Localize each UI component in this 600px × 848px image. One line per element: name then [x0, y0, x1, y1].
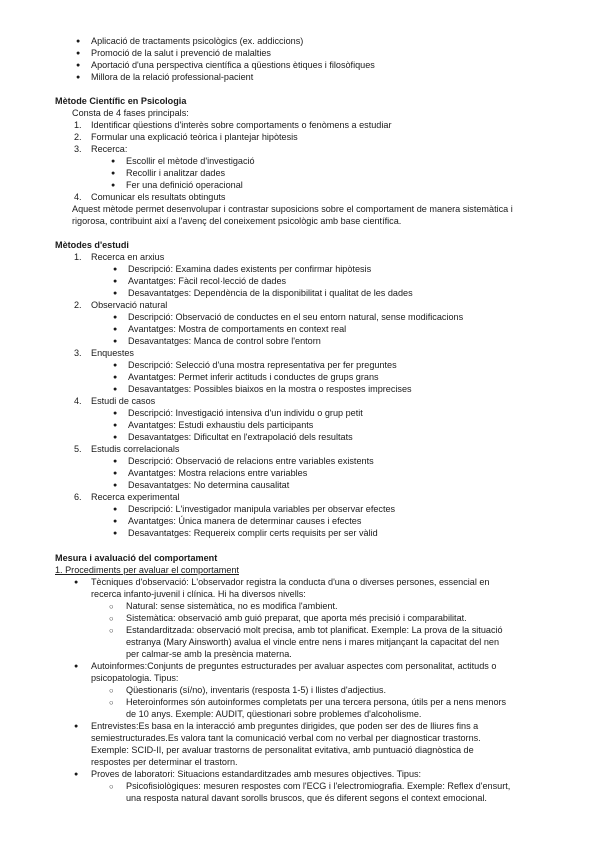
bullet-icon: ●: [113, 458, 118, 465]
metode-step: Recerca:: [91, 144, 128, 154]
method-description: Descripció: L'investigador manipula variables per observar efectes: [128, 504, 396, 514]
method-name: Estudi de casos: [91, 396, 156, 406]
method-disadvantages: Desavantatges: Manca de control sobre l'entorn: [128, 336, 321, 346]
bullet-icon: ●: [113, 506, 118, 513]
bullet-icon: ●: [113, 278, 118, 285]
method-advantages: Avantatges: Estudi exhaustiu dels participants: [128, 420, 314, 430]
bullet-icon: ●: [113, 338, 118, 345]
method-name: Estudis correlacionals: [91, 444, 180, 454]
method-description: Descripció: Examina dades existents per confirmar hipòtesis: [128, 264, 372, 274]
circle-bullet-icon: ○: [109, 614, 114, 623]
bullet-icon: ●: [74, 579, 79, 586]
method-disadvantages: Desavantatges: Dificultat en l'extrapolació dels resultats: [128, 432, 353, 442]
bullet-icon: ●: [113, 482, 118, 489]
metode-paragraph-line: Aquest mètode permet desenvolupar i contrastar suposicions sobre el comportament de manera sistemàtica i: [72, 204, 513, 214]
metode-substep: Escollir el mètode d'investigació: [126, 156, 255, 166]
proves-line: Proves de laboratori: Situacions estandarditzades amb mesures objectives. Tipus:: [91, 769, 422, 779]
autoinformes-line: psicopatologia. Tipus:: [91, 673, 179, 683]
bullet-icon: ●: [74, 771, 79, 778]
intro-bullet: Aportació d'una perspectiva científica a qüestions ètiques i filosòfiques: [91, 60, 375, 70]
step-number: 2.: [74, 132, 82, 142]
subsection-heading: 1. Procediments per avaluar el comportament: [55, 565, 239, 575]
entrevistes-line: Entrevistes:Es basa en la interacció amb preguntes dirigides, que poden ser des de lliures fins a: [91, 721, 479, 731]
bullet-icon: ●: [113, 326, 118, 333]
bullet-icon: ●: [113, 290, 118, 297]
circle-bullet-icon: ○: [109, 782, 114, 791]
method-number: 1.: [74, 252, 82, 262]
method-disadvantages: Desavantatges: Requereix complir certs requisits per ser vàlid: [128, 528, 378, 538]
bullet-icon: ●: [113, 530, 118, 537]
entrevistes-line: respostes per determinar el trastorn.: [91, 757, 238, 767]
bullet-icon: ●: [113, 470, 118, 477]
circle-bullet-icon: ○: [109, 602, 114, 611]
metode-substep: Recollir i analitzar dades: [126, 168, 226, 178]
entrevistes-line: Exemple: SCID-II, per avaluar trastorns de personalitat evitativa, amb puntuació diagnòstica de: [91, 745, 474, 755]
autoinformes-sub-line: de 10 anys. Exemple: AUDIT, qüestionari sobre problemes d'alcoholisme.: [126, 709, 422, 719]
autoinformes-line: Autoinformes:Conjunts de preguntes estructurades per avaluar aspectes com personalitat, actituds o: [91, 661, 497, 671]
bullet-icon: ●: [111, 170, 116, 177]
bullet-icon: ●: [113, 266, 118, 273]
intro-bullet: Millora de la relació professional-pacient: [91, 72, 254, 82]
tecniques-line: Tècniques d'observació: L'observador registra la conducta d'una o diverses persones, essencial en: [91, 577, 490, 587]
step-number: 3.: [74, 144, 82, 154]
step-number: 1.: [74, 120, 82, 130]
bullet-icon: ●: [76, 50, 81, 57]
method-description: Descripció: Observació de relacions entre variables existents: [128, 456, 374, 466]
bullet-icon: ●: [74, 663, 79, 670]
intro-bullet: Promoció de la salut i prevenció de malalties: [91, 48, 271, 58]
method-advantages: Avantatges: Permet inferir actituds i conductes de grups grans: [128, 372, 379, 382]
method-disadvantages: Desavantatges: No determina causalitat: [128, 480, 290, 490]
bullet-icon: ●: [113, 374, 118, 381]
bullet-icon: ●: [113, 386, 118, 393]
metode-paragraph-line: rigorosa, contribuint així a l'avenç del coneixement psicològic amb base científica.: [72, 216, 402, 226]
method-advantages: Avantatges: Única manera de determinar causes i efectes: [128, 516, 362, 526]
tecniques-line: recerca infanto-juvenil i clínica. Hi ha diversos nivells:: [91, 589, 306, 599]
section-heading-metode: Mètode Científic en Psicologia: [55, 96, 187, 106]
metode-intro: Consta de 4 fases principals:: [72, 108, 189, 118]
method-number: 6.: [74, 492, 82, 502]
intro-bullet: Aplicació de tractaments psicològics (ex. addiccions): [91, 36, 304, 46]
bullet-icon: ●: [111, 158, 116, 165]
bullet-icon: ●: [113, 518, 118, 525]
bullet-icon: ●: [113, 434, 118, 441]
bullet-icon: ●: [113, 410, 118, 417]
method-name: Recerca en arxius: [91, 252, 165, 262]
circle-bullet-icon: ○: [109, 686, 114, 695]
tecniques-sub-line: Estandarditzada: observació molt precisa, amb tot planificat. Exemple: La prova de la situació: [126, 625, 503, 635]
section-heading-metodes: Mètodes d'estudi: [55, 240, 129, 250]
section-heading-mesura: Mesura i avaluació del comportament: [55, 553, 218, 563]
autoinformes-sub-line: Heteroinformes són autoinformes completats per una tercera persona, útils per a nens menors: [126, 697, 507, 707]
tecniques-sub-line: Natural: sense sistemàtica, no es modifica l'ambient.: [126, 601, 338, 611]
method-number: 2.: [74, 300, 82, 310]
metode-step: Formular una explicació teòrica i plantejar hipòtesis: [91, 132, 298, 142]
bullet-icon: ●: [76, 38, 81, 45]
method-description: Descripció: Observació de conductes en el seu entorn natural, sense modificacions: [128, 312, 464, 322]
bullet-icon: ●: [113, 422, 118, 429]
step-number: 4.: [74, 192, 82, 202]
method-advantages: Avantatges: Mostra de comportaments en context real: [128, 324, 347, 334]
bullet-icon: ●: [113, 362, 118, 369]
method-advantages: Avantatges: Mostra relacions entre variables: [128, 468, 308, 478]
proves-sub-line: Psicofisiològiques: mesuren respostes com l'ECG i l'electromiografia. Exemple: Reflex d'ensurt,: [126, 781, 511, 791]
bullet-icon: ●: [76, 62, 81, 69]
method-name: Enquestes: [91, 348, 134, 358]
method-number: 3.: [74, 348, 82, 358]
bullet-icon: ●: [76, 74, 81, 81]
method-disadvantages: Desavantatges: Possibles biaixos en la mostra o respostes imprecises: [128, 384, 412, 394]
tecniques-sub-line: per calmar-se amb la presència materna.: [126, 649, 292, 659]
method-name: Recerca experimental: [91, 492, 180, 502]
bullet-icon: ●: [74, 723, 79, 730]
tecniques-sub-line: Sistemàtica: observació amb guió preparat, que aporta més precisió i comparabilitat.: [126, 613, 467, 623]
proves-sub-line: una resposta natural davant sorolls bruscos, que és diferent segons el context emocional.: [126, 793, 487, 803]
method-name: Observació natural: [91, 300, 168, 310]
method-number: 4.: [74, 396, 82, 406]
method-description: Descripció: Selecció d'una mostra representativa per fer preguntes: [128, 360, 397, 370]
metode-step: Comunicar els resultats obtinguts: [91, 192, 226, 202]
method-disadvantages: Desavantatges: Dependència de la disponibilitat i qualitat de les dades: [128, 288, 413, 298]
method-number: 5.: [74, 444, 82, 454]
bullet-icon: ●: [111, 182, 116, 189]
bullet-icon: ●: [113, 314, 118, 321]
metode-step: Identificar qüestions d'interès sobre comportaments o fenòmens a estudiar: [91, 120, 392, 130]
method-advantages: Avantatges: Fàcil recol·lecció de dades: [128, 276, 287, 286]
method-description: Descripció: Investigació intensiva d'un individu o grup petit: [128, 408, 363, 418]
circle-bullet-icon: ○: [109, 626, 114, 635]
metode-substep: Fer una definició operacional: [126, 180, 243, 190]
autoinformes-sub-line: Qüestionaris (sí/no), inventaris (resposta 1-5) i llistes d'adjectius.: [126, 685, 387, 695]
entrevistes-line: semiestructurades.Es valora tant la comunicació verbal com no verbal per diagnosticar trastorns.: [91, 733, 481, 743]
circle-bullet-icon: ○: [109, 698, 114, 707]
tecniques-sub-line: estranya (Mary Ainsworth) avalua el vincle entre nens i mares mitjançant la capacitat del nen: [126, 637, 500, 647]
